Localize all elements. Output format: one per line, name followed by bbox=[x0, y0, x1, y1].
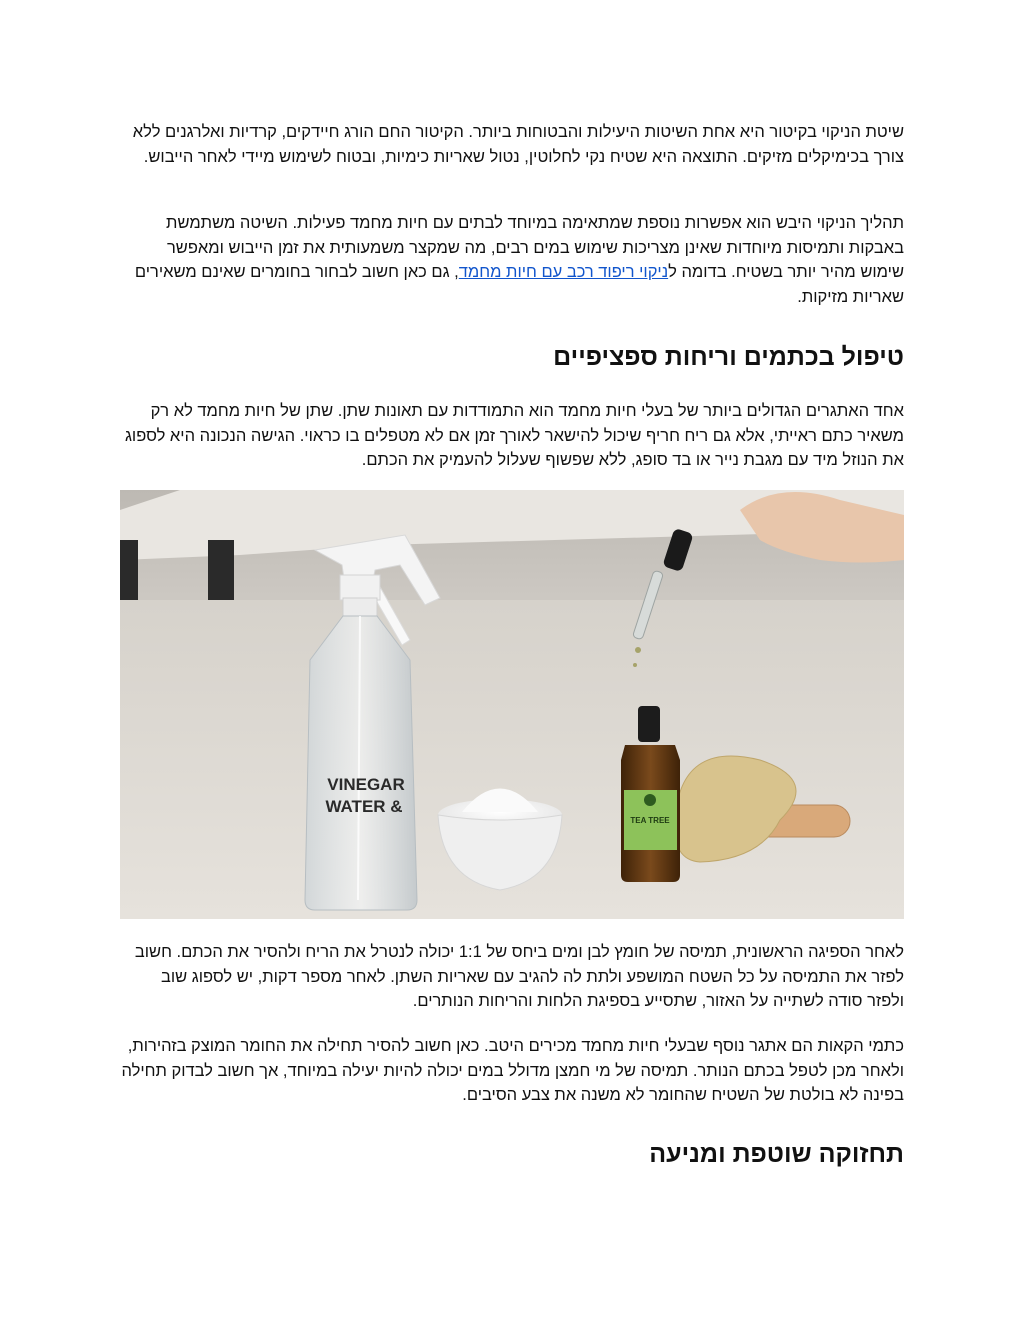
paragraph-dry-cleaning bbox=[120, 211, 904, 309]
paragraph-text: תהליך הניקוי היבש הוא אפשרות נוספת שמתאימה במיוחד לבתים עם חיות מחמד פעילות. השיטה משתמשת באבקות ותמיסות מיוחדות שאינן מצריכות שימוש במים רבים, מה שמקצר משמעותית את זמן הייבוש ומאפשר שימוש מהיר יותר בשטיח. בדומה ל bbox=[166, 214, 904, 281]
paragraph-steam-cleaning: שיטת הניקוי בקיטור היא אחת השיטות היעילות והבטוחות ביותר. הקיטור החם הורג חיידקים, קרדיות ואלרגנים ללא צורך בכימיקלים מזיקים. התוצאה היא שטיח נקי לחלוטין, נטול שאריות כימיות, ובטוח לשימוש מיידי לאחר הייבוש. bbox=[132, 123, 904, 166]
sofa-leg bbox=[120, 540, 138, 600]
bottle-label-line1: VINEGAR bbox=[327, 775, 405, 794]
paragraph-vomit-stains: כתמי הקאות הם אתגר נוסף שבעלי חיות מחמד מכירים היטב. כאן חשוב להסיר תחילה את החומר המוצק בזהירות, ולאחר מכן לטפל בכתם הנותר. תמיסה של מי חמצן מדולל במים יכולה להיות יעילה במיוחד, אך חשוב לבדוק תחילה בפינה לא בולטת של השטיח שהחומר לא משנה את צבע הסיבים. bbox=[121, 1037, 904, 1104]
paragraph-urine-accidents: אחד האתגרים הגדולים ביותר של בעלי חיות מחמד הוא התמודדות עם תאונות שתן. שתן של חיות מחמד לא רק משאיר כתם ראייתי, אלא גם ריח חריף שיכול להישאר לאורך זמן אם לא מטפלים בו כראוי. הגישה הנכונה היא לספוג את הנוזל מיד עם מגבת נייר או בד סופג, ללא שפשוף שעלול להעמיק את הכתם. bbox=[124, 402, 904, 469]
paragraph-vinegar-solution: לאחר הספיגה הראשונית, תמיסה של חומץ לבן ומים ביחס של 1:1 יכולה לנטרל את הריח ולהסיר את הכתם. חשוב לפזר את התמיסה על כל השטח המושפע ולתת לה להגיב עם שאריות השתן. לאחר מספר דקות, יש לספוג שוב ולפזר סודה לשתייה על האזור, שתסייע בספיגת הלחות והריחות הנותרים. bbox=[134, 943, 904, 1010]
car-upholstery-link[interactable]: ניקוי ריפוד רכב עם חיות מחמד bbox=[458, 263, 669, 281]
section-heading-maintenance: תחזוקה שוטפת ומניעה bbox=[649, 1140, 904, 1168]
bottle-label-line2: & WATER bbox=[325, 797, 403, 816]
cleaning-products-photo bbox=[120, 490, 904, 919]
section-heading-stains: טיפול בכתמים וריחות ספציפיים bbox=[553, 343, 904, 371]
oil-label-text: TEA TREE bbox=[630, 816, 670, 825]
sofa-leg bbox=[208, 540, 234, 600]
paragraph-text: , גם כאן חשוב לבחור בחומרים שאינם משאירים שאריות מזיקות. bbox=[134, 263, 904, 306]
